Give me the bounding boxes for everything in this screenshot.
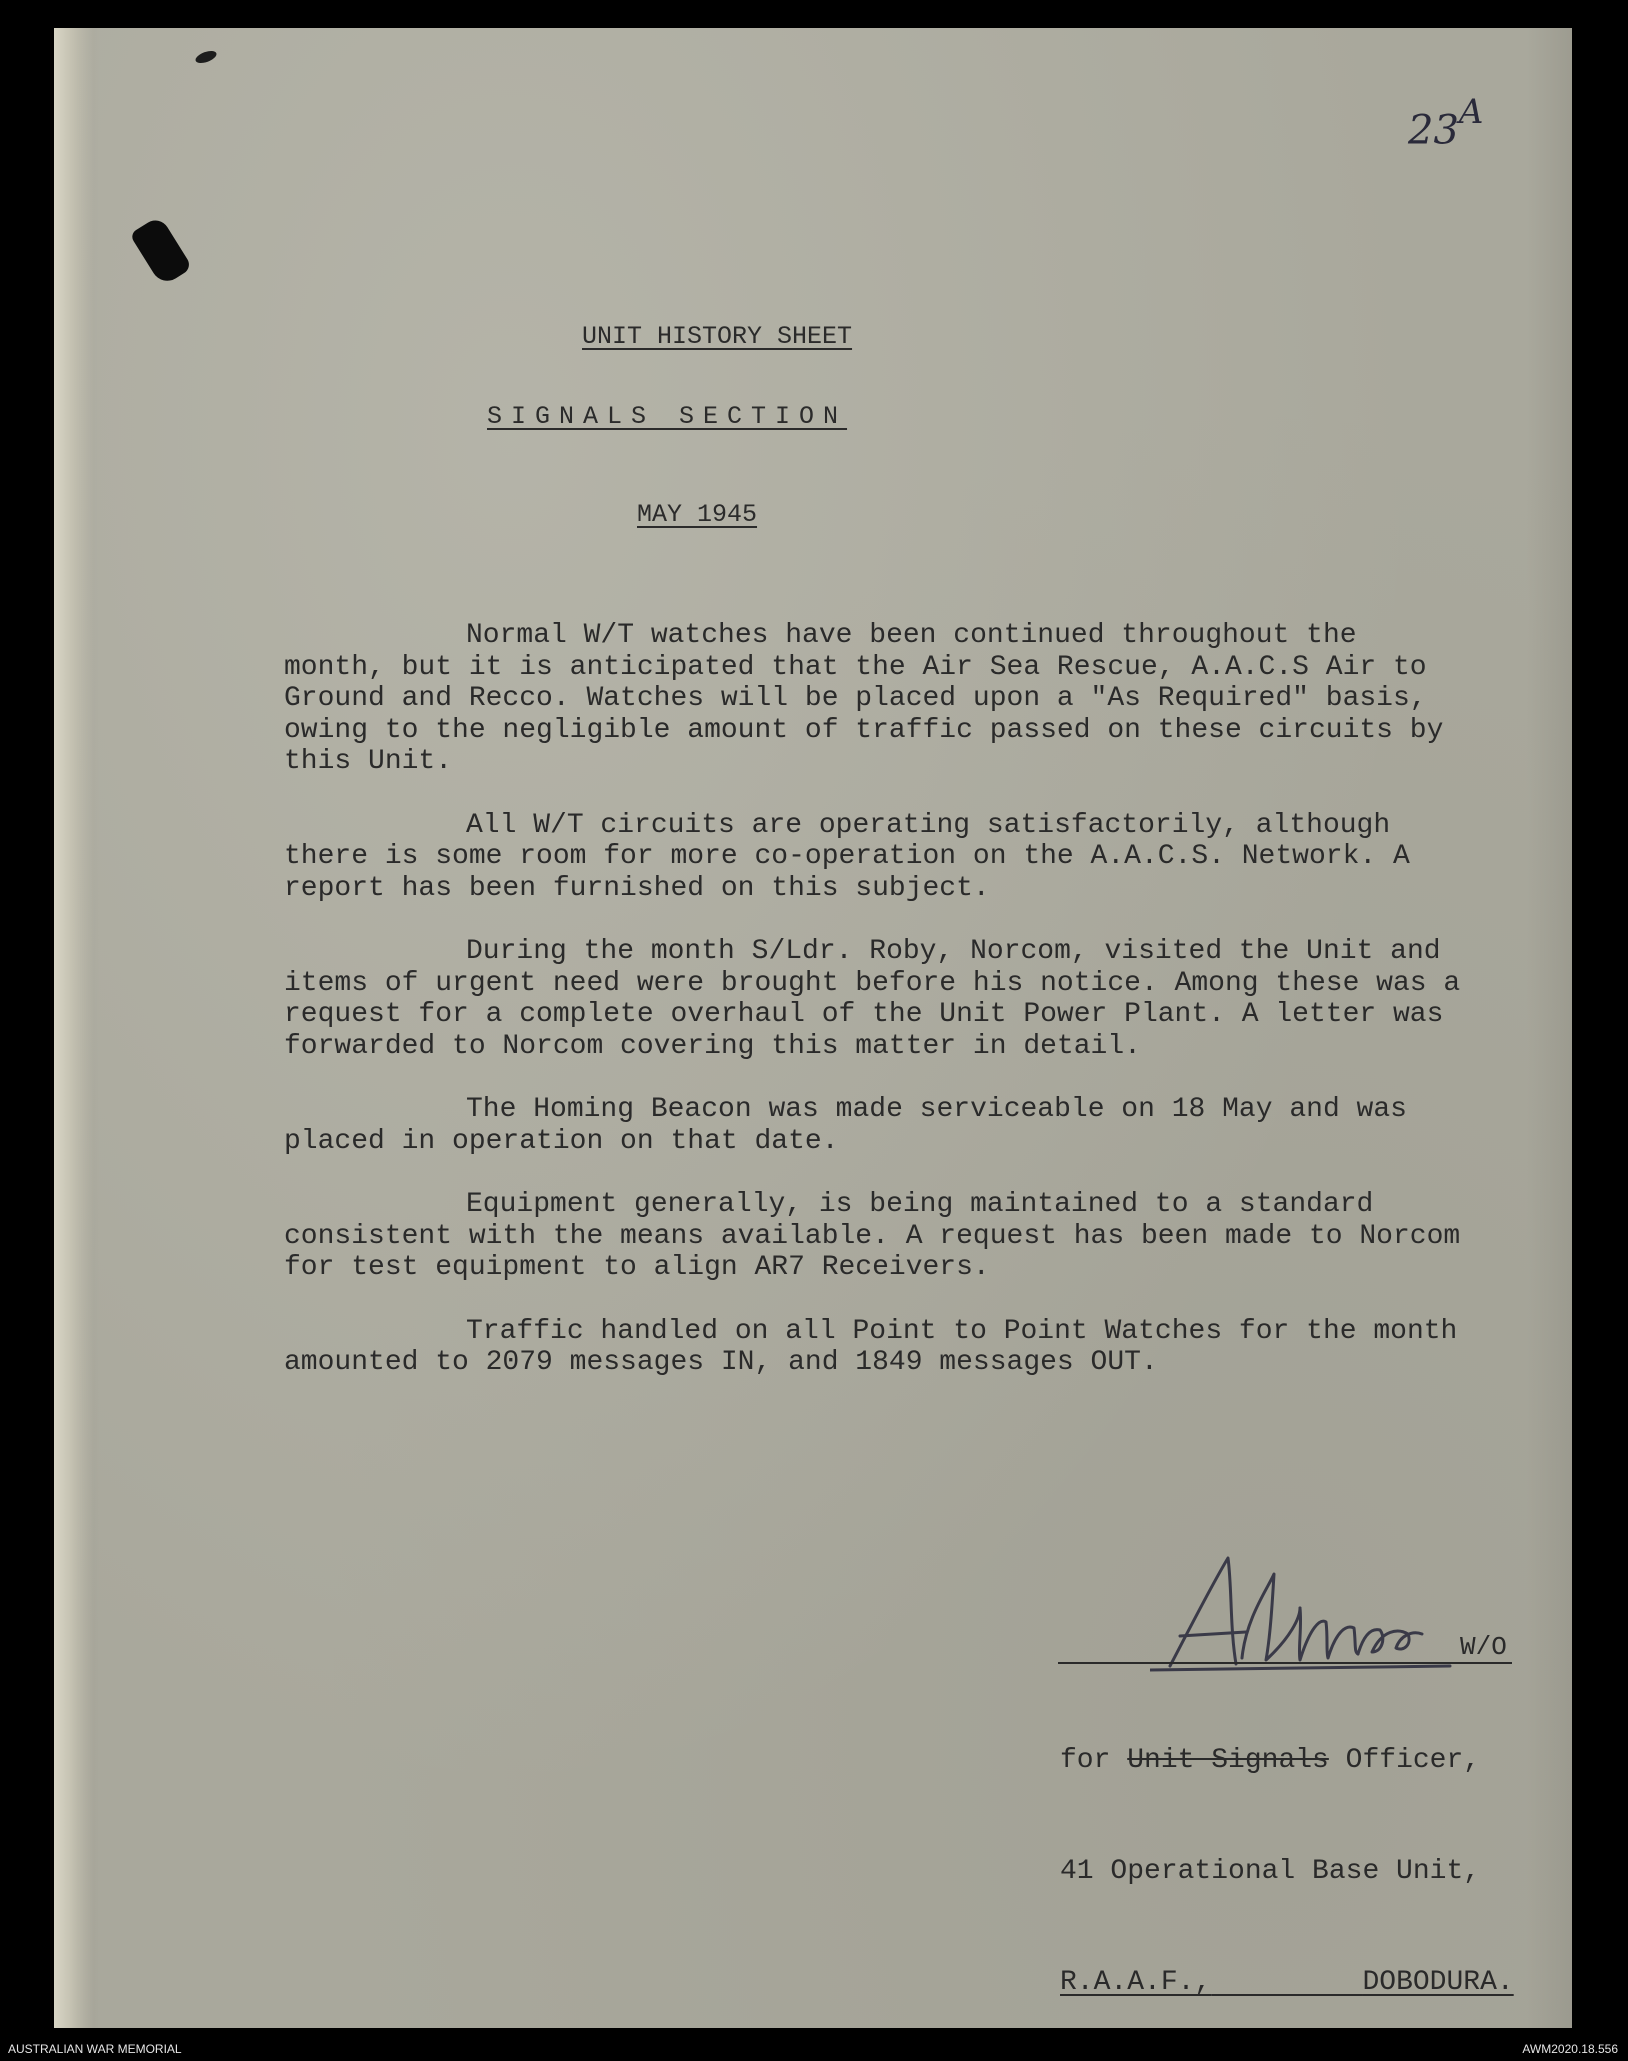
signatory-unit: 41 Operational Base Unit,	[1060, 1856, 1481, 1887]
paragraph-beacon: The Homing Beacon was made serviceable on 18 May and was placed in operation on that date.	[284, 1094, 1407, 1157]
document-body	[284, 620, 1464, 1411]
section-title: SIGNALS SECTION	[487, 402, 848, 431]
paragraph-equipment: Equipment generally, is being maintained to a standard consistent with the means available. A request has been made to Norcom for test equipment to align AR7 Receivers.	[284, 1189, 1461, 1283]
paragraph-watches: Normal W/T watches have been continued throughout the month, but it is anticipated that the Air Sea Rescue, A.A.C.S Air to Ground and Recco. Watches will be placed upon a "As Required" basis, owing to the negligible amount of traffic passed on these circuits by this Unit.	[284, 620, 1444, 777]
signatory-suffix: Officer,	[1328, 1745, 1481, 1776]
footer-catalogue-number: AWM2020.18.556	[1522, 2042, 1618, 2056]
page-number-main: 23	[1408, 107, 1459, 154]
paper-edge	[54, 28, 94, 2028]
signatory-title	[1060, 1742, 1514, 1779]
period-title: MAY 1945	[637, 500, 758, 529]
footer-archive-name: AUSTRALIAN WAR MEMORIAL	[8, 2042, 182, 2056]
page-number	[1408, 92, 1484, 154]
signature-line	[1058, 1662, 1512, 1664]
signatory-location	[1060, 1964, 1514, 2001]
document-title: UNIT HISTORY SHEET	[582, 322, 853, 351]
paragraph-traffic: Traffic handled on all Point to Point Watches for the month amounted to 2079 messages IN, and 1849 messages OUT.	[284, 1315, 1458, 1378]
paragraph-circuits: All W/T circuits are operating satisfactorily, although there is some room for more co-operation on the A.A.C.S. Network. A report has been furnished on this subject.	[284, 809, 1410, 904]
page-number-suffix: A	[1458, 92, 1484, 132]
handwritten-signature	[1150, 1548, 1460, 1678]
paragraph-visit: During the month S/Ldr. Roby, Norcom, visited the Unit and items of urgent need were brought before his notice. Among these was a request for a complete overhaul of the Unit Power Plant. A letter was forwarded to Norcom covering this matter in detail.	[284, 936, 1461, 1062]
signatory-rank: W/O	[1460, 1632, 1507, 1662]
struck-text: Unit Signals	[1127, 1745, 1329, 1776]
signature-block	[1060, 1668, 1514, 2038]
service-name: R.A.A.F.,	[1060, 1967, 1212, 1998]
location-name: DOBODURA.	[1362, 1967, 1514, 1998]
signatory-prefix: for	[1060, 1745, 1128, 1776]
